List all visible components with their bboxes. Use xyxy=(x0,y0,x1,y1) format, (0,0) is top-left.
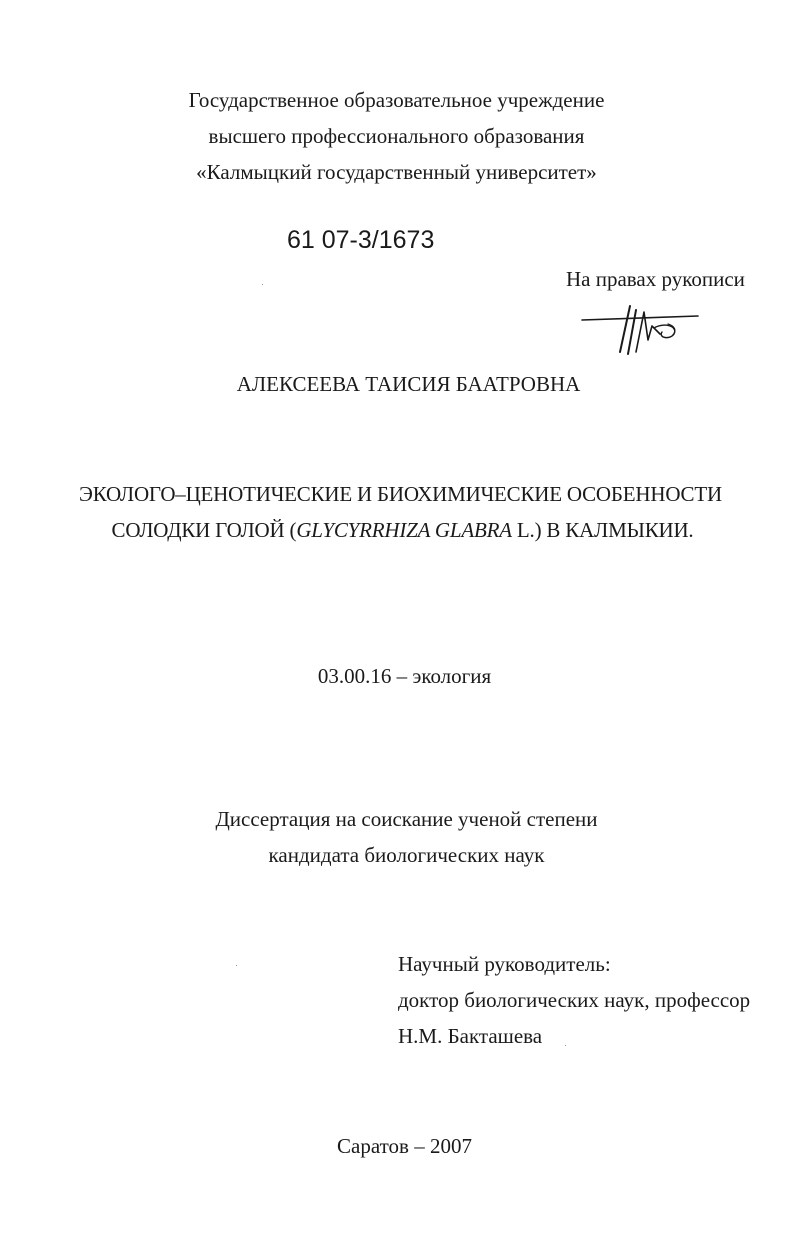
supervisor-credentials: доктор биологических наук, профессор xyxy=(398,988,751,1012)
degree-line-2: кандидата биологических наук xyxy=(268,843,545,867)
signature-icon xyxy=(578,300,704,358)
degree-line-1: Диссертация на соискание ученой степени xyxy=(215,807,598,831)
title-line-2-suffix: L.) В КАЛМЫКИИ. xyxy=(511,518,694,542)
supervisor-name: Н.М. Бакташева xyxy=(398,1024,543,1048)
scan-speck xyxy=(262,284,263,285)
title-line-1: ЭКОЛОГО–ЦЕНОТИЧЕСКИЕ И БИОХИМИЧЕСКИЕ ОСОБЕННОСТИ xyxy=(79,482,722,506)
institution-line-2: высшего профессионального образования xyxy=(208,124,585,148)
scan-speck xyxy=(236,965,237,966)
place-year: Саратов – 2007 xyxy=(337,1134,472,1158)
rights-notice: На правах рукописи xyxy=(566,267,745,291)
institution-line-1: Государственное образовательное учреждение xyxy=(188,88,605,112)
title-line-2 xyxy=(6,518,793,542)
institution-line-3: «Калмыцкий государственный университет» xyxy=(196,160,597,184)
title-line-2-prefix: СОЛОДКИ ГОЛОЙ ( xyxy=(111,518,297,542)
scan-speck xyxy=(565,1045,566,1046)
specialty-code: 03.00.16 – экология xyxy=(317,664,492,688)
library-code: 61 07-3/1673 xyxy=(287,226,435,254)
latin-species-name: GLYCYRRHIZA GLABRA xyxy=(296,518,512,542)
supervisor-label: Научный руководитель: xyxy=(398,952,611,976)
author-name: АЛЕКСЕЕВА ТАИСИЯ БААТРОВНА xyxy=(236,372,581,396)
